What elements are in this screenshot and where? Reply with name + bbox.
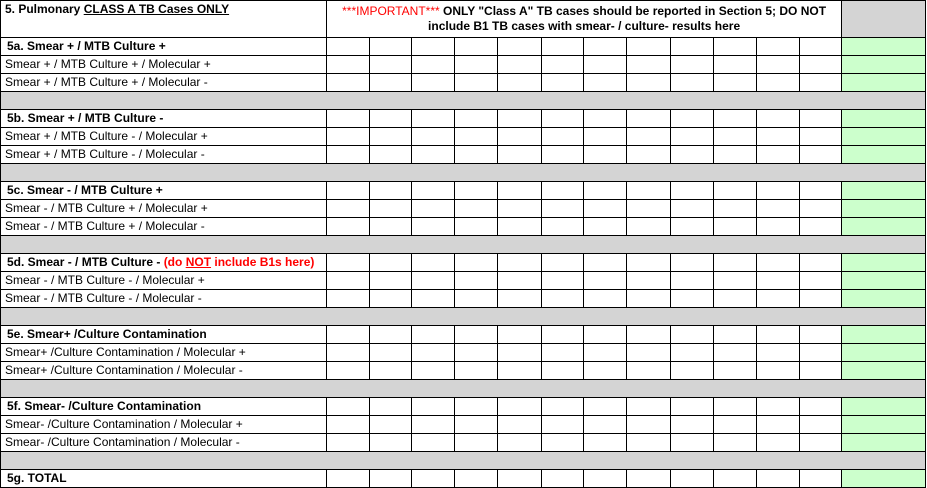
count-cell[interactable] xyxy=(627,146,670,164)
count-cell[interactable] xyxy=(800,56,842,74)
count-cell[interactable] xyxy=(584,38,627,56)
row-total-cell xyxy=(842,128,926,146)
count-cell[interactable] xyxy=(326,218,369,236)
count-cell[interactable] xyxy=(455,272,497,290)
row-total-cell xyxy=(842,146,926,164)
warning-note: (do NOT include B1s here) xyxy=(163,255,315,269)
count-cell[interactable] xyxy=(326,344,369,362)
count-cell[interactable] xyxy=(627,74,670,92)
count-cell[interactable] xyxy=(756,182,799,200)
count-cell[interactable] xyxy=(627,434,670,452)
section-header-row xyxy=(1,1,926,38)
row-label: Smear- /Culture Contamination / Molecular + xyxy=(1,416,327,434)
count-cell[interactable] xyxy=(369,182,411,200)
count-cell[interactable] xyxy=(756,254,799,272)
count-cell[interactable] xyxy=(497,128,541,146)
count-cell[interactable] xyxy=(713,146,756,164)
row-total-cell xyxy=(842,398,926,416)
count-cell[interactable] xyxy=(713,398,756,416)
row-total-cell xyxy=(842,254,926,272)
count-cell[interactable] xyxy=(756,56,799,74)
count-cell[interactable] xyxy=(627,290,670,308)
row-total-cell xyxy=(842,110,926,128)
row-total-cell xyxy=(842,326,926,344)
total-label: 5g. TOTAL xyxy=(1,470,327,488)
spacer-row xyxy=(1,380,926,398)
row-total-cell xyxy=(842,434,926,452)
count-cell[interactable] xyxy=(369,254,411,272)
count-cell[interactable] xyxy=(497,110,541,128)
subsection-title: 5b. Smear + / MTB Culture - xyxy=(1,110,327,128)
count-cell[interactable] xyxy=(455,110,497,128)
count-cell[interactable] xyxy=(584,398,627,416)
row-label: Smear+ /Culture Contamination / Molecular - xyxy=(1,362,327,380)
count-cell[interactable] xyxy=(541,218,583,236)
count-cell[interactable] xyxy=(326,74,369,92)
row-total-cell xyxy=(842,200,926,218)
count-cell[interactable] xyxy=(497,200,541,218)
count-cell[interactable] xyxy=(713,254,756,272)
count-cell[interactable] xyxy=(713,200,756,218)
count-cell[interactable] xyxy=(584,254,627,272)
count-cell[interactable] xyxy=(455,38,497,56)
important-note: ***IMPORTANT*** ONLY "Class A" TB cases should be reported in Section 5; DO NOT include B1 TB cases with smear- / culture- results here xyxy=(326,1,842,38)
count-cell[interactable] xyxy=(800,200,842,218)
count-cell[interactable] xyxy=(627,344,670,362)
count-cell[interactable] xyxy=(800,110,842,128)
subsection-title: 5d. Smear - / MTB Culture - (do NOT include B1s here) xyxy=(1,254,327,272)
count-cell[interactable] xyxy=(713,344,756,362)
row-total-cell xyxy=(842,38,926,56)
count-cell[interactable] xyxy=(670,344,713,362)
count-cell[interactable] xyxy=(326,254,369,272)
count-cell[interactable] xyxy=(627,182,670,200)
count-cell[interactable] xyxy=(627,128,670,146)
count-cell[interactable] xyxy=(756,434,799,452)
count-cell[interactable] xyxy=(541,110,583,128)
count-cell[interactable] xyxy=(713,326,756,344)
spacer-row xyxy=(1,236,926,254)
subsection-title-row xyxy=(1,182,926,200)
spacer-row xyxy=(1,452,926,470)
count-cell[interactable] xyxy=(326,200,369,218)
count-cell[interactable] xyxy=(800,182,842,200)
data-row xyxy=(1,56,926,74)
row-label: Smear - / MTB Culture - / Molecular - xyxy=(1,290,327,308)
count-cell[interactable] xyxy=(455,362,497,380)
count-cell[interactable] xyxy=(670,434,713,452)
spacer-row xyxy=(1,92,926,110)
data-row xyxy=(1,146,926,164)
count-cell[interactable] xyxy=(627,56,670,74)
count-cell[interactable] xyxy=(800,326,842,344)
count-cell[interactable] xyxy=(455,254,497,272)
count-cell[interactable] xyxy=(670,74,713,92)
count-cell[interactable] xyxy=(670,290,713,308)
count-cell[interactable] xyxy=(541,326,583,344)
count-cell[interactable] xyxy=(756,416,799,434)
data-row xyxy=(1,434,926,452)
count-cell[interactable] xyxy=(584,218,627,236)
count-cell[interactable] xyxy=(800,218,842,236)
row-label: Smear+ /Culture Contamination / Molecular + xyxy=(1,344,327,362)
count-cell[interactable] xyxy=(756,110,799,128)
count-cell[interactable] xyxy=(412,74,455,92)
count-cell[interactable] xyxy=(497,344,541,362)
count-cell[interactable] xyxy=(412,272,455,290)
count-cell[interactable] xyxy=(412,182,455,200)
count-cell[interactable] xyxy=(369,218,411,236)
subsection-title: 5c. Smear - / MTB Culture + xyxy=(1,182,327,200)
count-cell[interactable] xyxy=(627,254,670,272)
count-cell[interactable] xyxy=(369,326,411,344)
spacer-cell xyxy=(1,92,926,110)
count-cell[interactable] xyxy=(369,128,411,146)
count-cell[interactable] xyxy=(800,146,842,164)
row-label: Smear - / MTB Culture - / Molecular + xyxy=(1,272,327,290)
count-cell[interactable] xyxy=(455,128,497,146)
count-cell[interactable] xyxy=(756,38,799,56)
count-cell[interactable] xyxy=(584,416,627,434)
count-cell[interactable] xyxy=(713,362,756,380)
count-cell[interactable] xyxy=(412,128,455,146)
count-cell[interactable] xyxy=(756,146,799,164)
count-cell[interactable] xyxy=(412,434,455,452)
count-cell[interactable] xyxy=(455,434,497,452)
count-cell[interactable] xyxy=(369,416,411,434)
count-cell[interactable] xyxy=(455,74,497,92)
count-cell[interactable] xyxy=(412,56,455,74)
count-cell[interactable] xyxy=(541,344,583,362)
count-cell[interactable] xyxy=(800,74,842,92)
count-cell[interactable] xyxy=(713,290,756,308)
count-cell[interactable] xyxy=(756,398,799,416)
count-cell[interactable] xyxy=(713,434,756,452)
count-cell[interactable] xyxy=(584,56,627,74)
row-total-cell xyxy=(842,344,926,362)
spacer-cell xyxy=(1,308,926,326)
row-label: Smear- /Culture Contamination / Molecular - xyxy=(1,434,327,452)
count-cell[interactable] xyxy=(713,74,756,92)
subsection-title-row xyxy=(1,110,926,128)
count-cell[interactable] xyxy=(326,362,369,380)
subsection-title: 5f. Smear- /Culture Contamination xyxy=(1,398,327,416)
count-cell[interactable] xyxy=(800,398,842,416)
count-cell[interactable] xyxy=(369,200,411,218)
count-cell[interactable] xyxy=(627,110,670,128)
header-total-cell xyxy=(842,1,926,38)
row-total-cell xyxy=(842,56,926,74)
count-cell[interactable] xyxy=(584,344,627,362)
count-cell[interactable] xyxy=(800,362,842,380)
count-cell[interactable] xyxy=(497,416,541,434)
count-cell[interactable] xyxy=(369,272,411,290)
count-cell[interactable] xyxy=(497,272,541,290)
count-cell[interactable] xyxy=(369,344,411,362)
count-cell[interactable] xyxy=(326,326,369,344)
subsection-title-row xyxy=(1,38,926,56)
count-cell[interactable] xyxy=(369,362,411,380)
count-cell[interactable] xyxy=(800,272,842,290)
count-cell[interactable] xyxy=(412,326,455,344)
count-cell[interactable] xyxy=(541,290,583,308)
count-cell[interactable] xyxy=(326,38,369,56)
count-cell[interactable] xyxy=(455,290,497,308)
count-cell[interactable] xyxy=(541,56,583,74)
count-cell[interactable] xyxy=(670,38,713,56)
count-cell[interactable] xyxy=(800,38,842,56)
row-label: Smear - / MTB Culture + / Molecular + xyxy=(1,200,327,218)
count-cell[interactable] xyxy=(412,416,455,434)
count-cell[interactable] xyxy=(412,110,455,128)
count-cell[interactable] xyxy=(800,290,842,308)
count-cell[interactable] xyxy=(326,146,369,164)
count-cell[interactable] xyxy=(412,254,455,272)
data-row xyxy=(1,218,926,236)
count-cell[interactable] xyxy=(326,272,369,290)
count-cell[interactable] xyxy=(541,398,583,416)
spacer-cell xyxy=(1,164,926,182)
section-title: 5. Pulmonary CLASS A TB Cases ONLY xyxy=(1,1,327,38)
count-cell[interactable] xyxy=(584,326,627,344)
data-row xyxy=(1,362,926,380)
subsection-title-row xyxy=(1,398,926,416)
row-total-cell xyxy=(842,218,926,236)
count-cell[interactable] xyxy=(326,128,369,146)
count-cell[interactable] xyxy=(541,362,583,380)
count-cell[interactable] xyxy=(670,398,713,416)
count-cell[interactable] xyxy=(369,146,411,164)
count-cell[interactable] xyxy=(412,200,455,218)
data-row xyxy=(1,74,926,92)
count-cell[interactable] xyxy=(455,398,497,416)
count-cell[interactable] xyxy=(497,146,541,164)
row-total-cell xyxy=(842,416,926,434)
count-cell[interactable] xyxy=(455,146,497,164)
count-cell[interactable] xyxy=(670,146,713,164)
count-cell[interactable] xyxy=(497,218,541,236)
count-cell[interactable] xyxy=(326,182,369,200)
data-row xyxy=(1,272,926,290)
count-cell[interactable] xyxy=(584,362,627,380)
count-cell[interactable] xyxy=(541,200,583,218)
count-cell[interactable] xyxy=(412,38,455,56)
count-cell[interactable] xyxy=(800,434,842,452)
count-cell[interactable] xyxy=(670,362,713,380)
count-cell[interactable] xyxy=(541,434,583,452)
count-cell[interactable] xyxy=(756,290,799,308)
count-cell[interactable] xyxy=(670,110,713,128)
count-cell[interactable] xyxy=(670,56,713,74)
count-cell[interactable] xyxy=(541,272,583,290)
count-cell[interactable] xyxy=(497,56,541,74)
count-cell[interactable] xyxy=(670,326,713,344)
count-cell[interactable] xyxy=(584,200,627,218)
count-cell[interactable] xyxy=(756,272,799,290)
count-cell[interactable] xyxy=(369,74,411,92)
count-cell[interactable] xyxy=(369,56,411,74)
count-cell[interactable] xyxy=(369,398,411,416)
count-cell[interactable] xyxy=(756,326,799,344)
subsection-title: 5e. Smear+ /Culture Contamination xyxy=(1,326,327,344)
count-cell[interactable] xyxy=(627,416,670,434)
count-cell[interactable] xyxy=(412,290,455,308)
count-cell[interactable] xyxy=(713,38,756,56)
spacer-cell xyxy=(1,236,926,254)
count-cell[interactable] xyxy=(756,218,799,236)
count-cell[interactable] xyxy=(541,416,583,434)
count-cell[interactable] xyxy=(455,218,497,236)
count-cell[interactable] xyxy=(497,326,541,344)
count-cell[interactable] xyxy=(326,416,369,434)
count-cell[interactable] xyxy=(455,182,497,200)
count-cell[interactable] xyxy=(584,290,627,308)
row-total-cell xyxy=(842,272,926,290)
count-cell[interactable] xyxy=(800,254,842,272)
count-cell[interactable] xyxy=(670,218,713,236)
count-cell[interactable] xyxy=(800,416,842,434)
count-cell[interactable] xyxy=(670,182,713,200)
count-cell[interactable] xyxy=(497,434,541,452)
subsection-title-row xyxy=(1,326,926,344)
row-label: Smear + / MTB Culture + / Molecular + xyxy=(1,56,327,74)
row-total-cell xyxy=(842,182,926,200)
count-cell[interactable] xyxy=(541,74,583,92)
count-cell[interactable] xyxy=(541,182,583,200)
count-cell[interactable] xyxy=(713,110,756,128)
count-cell[interactable] xyxy=(369,110,411,128)
count-cell[interactable] xyxy=(670,416,713,434)
count-cell[interactable] xyxy=(455,56,497,74)
count-cell[interactable] xyxy=(369,290,411,308)
count-cell[interactable] xyxy=(369,434,411,452)
data-row xyxy=(1,416,926,434)
count-cell[interactable] xyxy=(756,344,799,362)
count-cell[interactable] xyxy=(756,200,799,218)
row-label: Smear + / MTB Culture - / Molecular + xyxy=(1,128,327,146)
count-cell[interactable] xyxy=(627,326,670,344)
count-cell[interactable] xyxy=(497,254,541,272)
count-cell[interactable] xyxy=(326,290,369,308)
row-total-cell xyxy=(842,290,926,308)
count-cell[interactable] xyxy=(756,362,799,380)
count-cell[interactable] xyxy=(627,38,670,56)
count-cell[interactable] xyxy=(584,434,627,452)
count-cell[interactable] xyxy=(670,128,713,146)
row-total-cell xyxy=(842,362,926,380)
count-cell[interactable] xyxy=(584,182,627,200)
data-row xyxy=(1,344,926,362)
count-cell[interactable] xyxy=(412,344,455,362)
count-cell[interactable] xyxy=(713,56,756,74)
count-cell[interactable] xyxy=(713,182,756,200)
count-cell[interactable] xyxy=(541,128,583,146)
count-cell[interactable] xyxy=(627,362,670,380)
subsection-title-row xyxy=(1,254,926,272)
data-row xyxy=(1,200,926,218)
data-row xyxy=(1,128,926,146)
count-cell[interactable] xyxy=(670,200,713,218)
count-cell[interactable] xyxy=(541,38,583,56)
count-cell[interactable] xyxy=(455,326,497,344)
row-label: Smear + / MTB Culture + / Molecular - xyxy=(1,74,327,92)
count-cell[interactable] xyxy=(412,362,455,380)
count-cell[interactable] xyxy=(326,56,369,74)
count-cell[interactable] xyxy=(670,272,713,290)
count-cell[interactable] xyxy=(584,110,627,128)
count-cell[interactable] xyxy=(455,200,497,218)
count-cell[interactable] xyxy=(412,218,455,236)
count-cell[interactable] xyxy=(326,434,369,452)
count-cell[interactable] xyxy=(497,38,541,56)
spacer-cell xyxy=(1,380,926,398)
count-cell[interactable] xyxy=(497,290,541,308)
row-total-cell xyxy=(842,74,926,92)
row-label: Smear - / MTB Culture + / Molecular - xyxy=(1,218,327,236)
count-cell[interactable] xyxy=(369,38,411,56)
count-cell[interactable] xyxy=(756,74,799,92)
count-cell[interactable] xyxy=(713,272,756,290)
spacer-cell xyxy=(1,452,926,470)
count-cell[interactable] xyxy=(497,74,541,92)
subsection-title: 5a. Smear + / MTB Culture + xyxy=(1,38,327,56)
count-cell[interactable] xyxy=(800,344,842,362)
count-cell[interactable] xyxy=(412,398,455,416)
count-cell[interactable] xyxy=(627,272,670,290)
count-cell[interactable] xyxy=(800,128,842,146)
spacer-row xyxy=(1,164,926,182)
count-cell[interactable] xyxy=(412,146,455,164)
spacer-row xyxy=(1,308,926,326)
data-row xyxy=(1,290,926,308)
count-cell[interactable] xyxy=(756,128,799,146)
count-cell[interactable] xyxy=(713,218,756,236)
count-cell[interactable] xyxy=(497,398,541,416)
count-cell[interactable] xyxy=(455,344,497,362)
count-cell[interactable] xyxy=(627,218,670,236)
row-label: Smear + / MTB Culture - / Molecular - xyxy=(1,146,327,164)
count-cell[interactable] xyxy=(670,254,713,272)
count-cell[interactable] xyxy=(541,146,583,164)
count-cell[interactable] xyxy=(627,398,670,416)
count-cell[interactable] xyxy=(713,416,756,434)
count-cell[interactable] xyxy=(584,128,627,146)
count-cell[interactable] xyxy=(497,362,541,380)
count-cell[interactable] xyxy=(584,146,627,164)
count-cell[interactable] xyxy=(497,182,541,200)
count-cell[interactable] xyxy=(326,110,369,128)
count-cell[interactable] xyxy=(326,398,369,416)
count-cell[interactable] xyxy=(541,254,583,272)
count-cell[interactable] xyxy=(713,128,756,146)
count-cell[interactable] xyxy=(584,272,627,290)
count-cell[interactable] xyxy=(627,200,670,218)
count-cell[interactable] xyxy=(584,74,627,92)
count-cell[interactable] xyxy=(455,416,497,434)
